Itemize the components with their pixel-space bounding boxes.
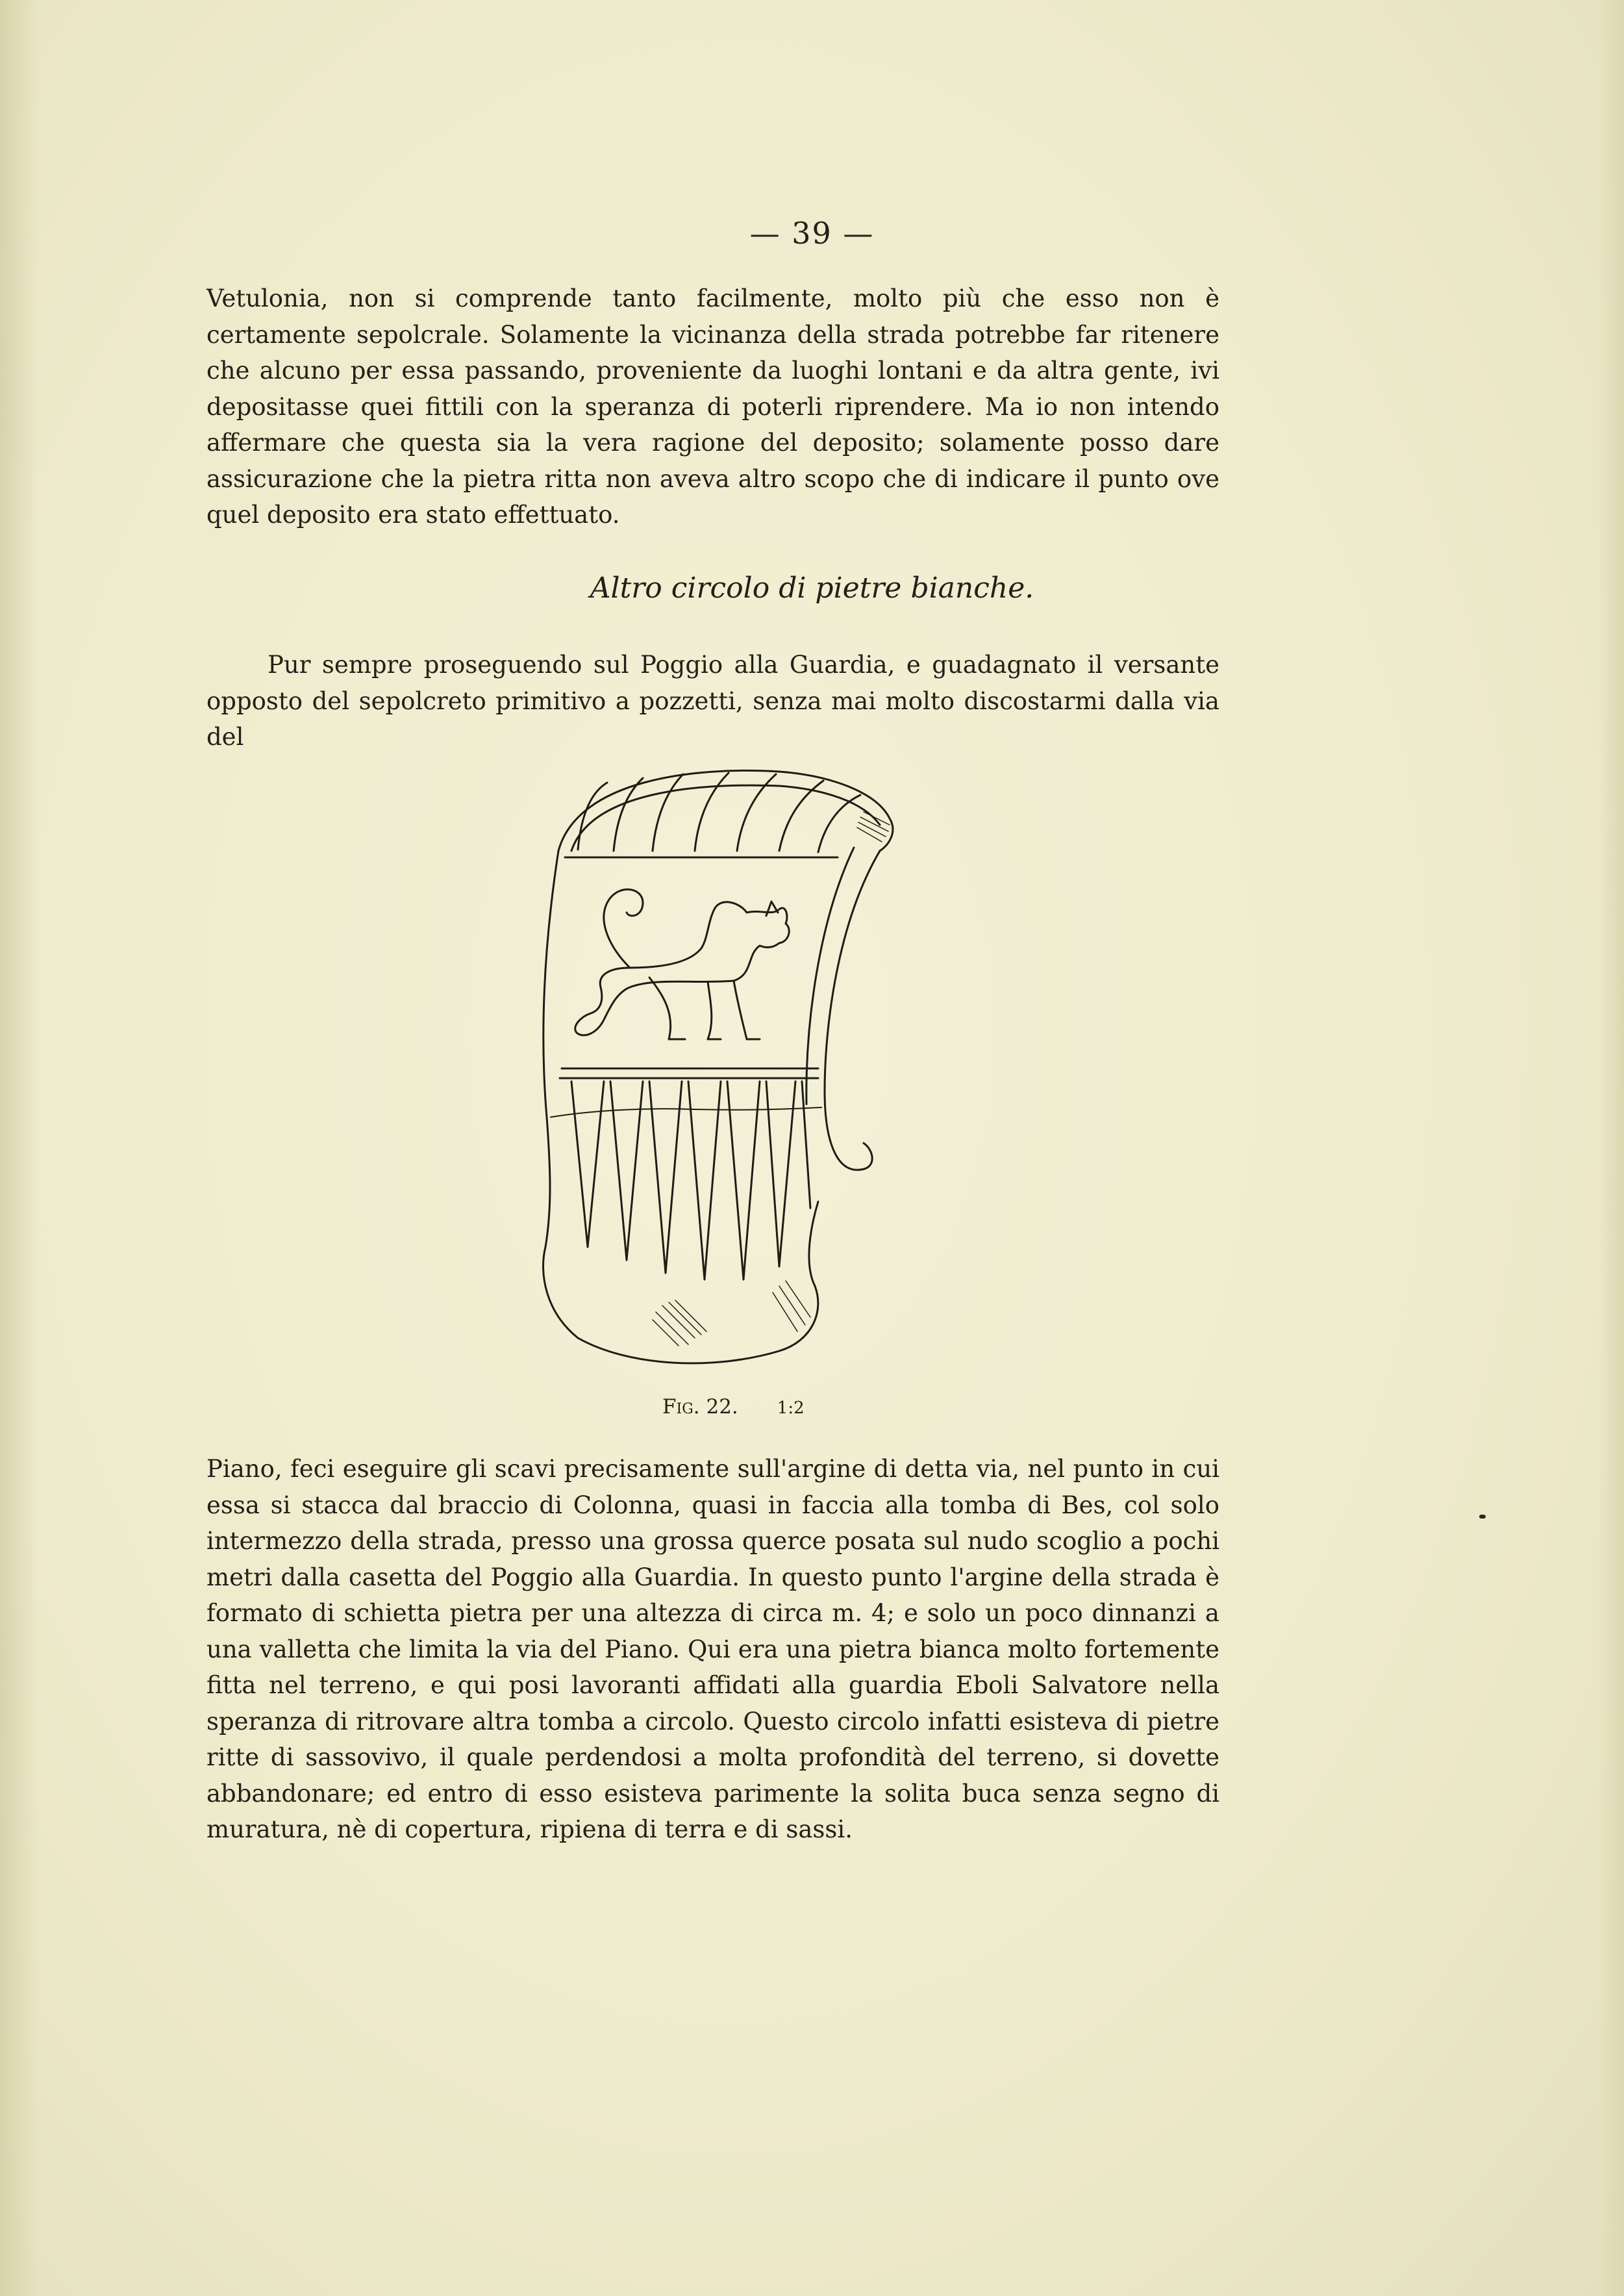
paragraph-1-text: Vetulonia, non si comprende tanto facilmente, molto più che esso non è certamente sepolcrale. Solamente la vicinanza della strada potrebbe far ritenere che alcuno per essa passando, proveniente da luoghi lontani e da altra gente, ivi depositasse quei fittili con la speranza di poterli riprendere. Ma io non intendo affermare che questa sia la vera ragione del deposito; solamente posso dare assicurazione che la pietra ritta non aveva altro scopo che di indicare il punto ove quel deposito era stato effettuato. bbox=[206, 284, 1219, 529]
section-heading: Altro circolo di pietre bianche. bbox=[590, 572, 1034, 605]
figure-scale: 1:2 bbox=[777, 1398, 805, 1418]
margin-ink-mark bbox=[1479, 1515, 1486, 1519]
paragraph-2-text: Pur sempre proseguendo sul Poggio alla Guardia, e guadagnato il versante opposto del sepolcreto primitivo a pozzetti, senza mai molto discostarmi dalla via del bbox=[206, 651, 1219, 751]
figure-caption bbox=[662, 1395, 805, 1419]
page-number: — 39 — bbox=[749, 216, 875, 251]
paragraph-section-start bbox=[206, 647, 1219, 755]
pottery-fragment-drawing bbox=[500, 753, 955, 1377]
figure-pottery-fragment bbox=[500, 753, 955, 1377]
page-edge-shadow-right bbox=[1598, 0, 1624, 2296]
page-edge-shadow-left bbox=[0, 0, 39, 2296]
paragraph-continued bbox=[206, 281, 1219, 533]
figure-label: Fig. 22. bbox=[662, 1395, 738, 1419]
paragraph-3-text: Piano, feci eseguire gli scavi precisamente sull'argine di detta via, nel punto in cui essa si stacca dal braccio di Colonna, quasi in faccia alla tomba di Bes, col solo intermezzo della strada, presso una grossa querce posata sul nudo scoglio a pochi metri dalla casetta del Poggio alla Guardia. In questo punto l'argine della strada è formato di schietta pietra per una altezza di circa m. 4; e solo un poco dinnanzi a una valletta che limita la via del Piano. Qui era una pietra bianca molto fortemente fitta nel terreno, e qui posi lavoranti affidati alla guardia Eboli Salvatore nella speranza di ritrovare altra tomba a circolo. Questo circolo infatti esisteva di pietre ritte di sassovivo, il quale perdendosi a molta profondità del terreno, si dovette abbandonare; ed entro di esso esisteva parimente la solita buca senza segno di muratura, nè di copertura, ripiena di terra e di sassi. bbox=[206, 1455, 1219, 1843]
paragraph-after-figure bbox=[206, 1451, 1219, 1848]
